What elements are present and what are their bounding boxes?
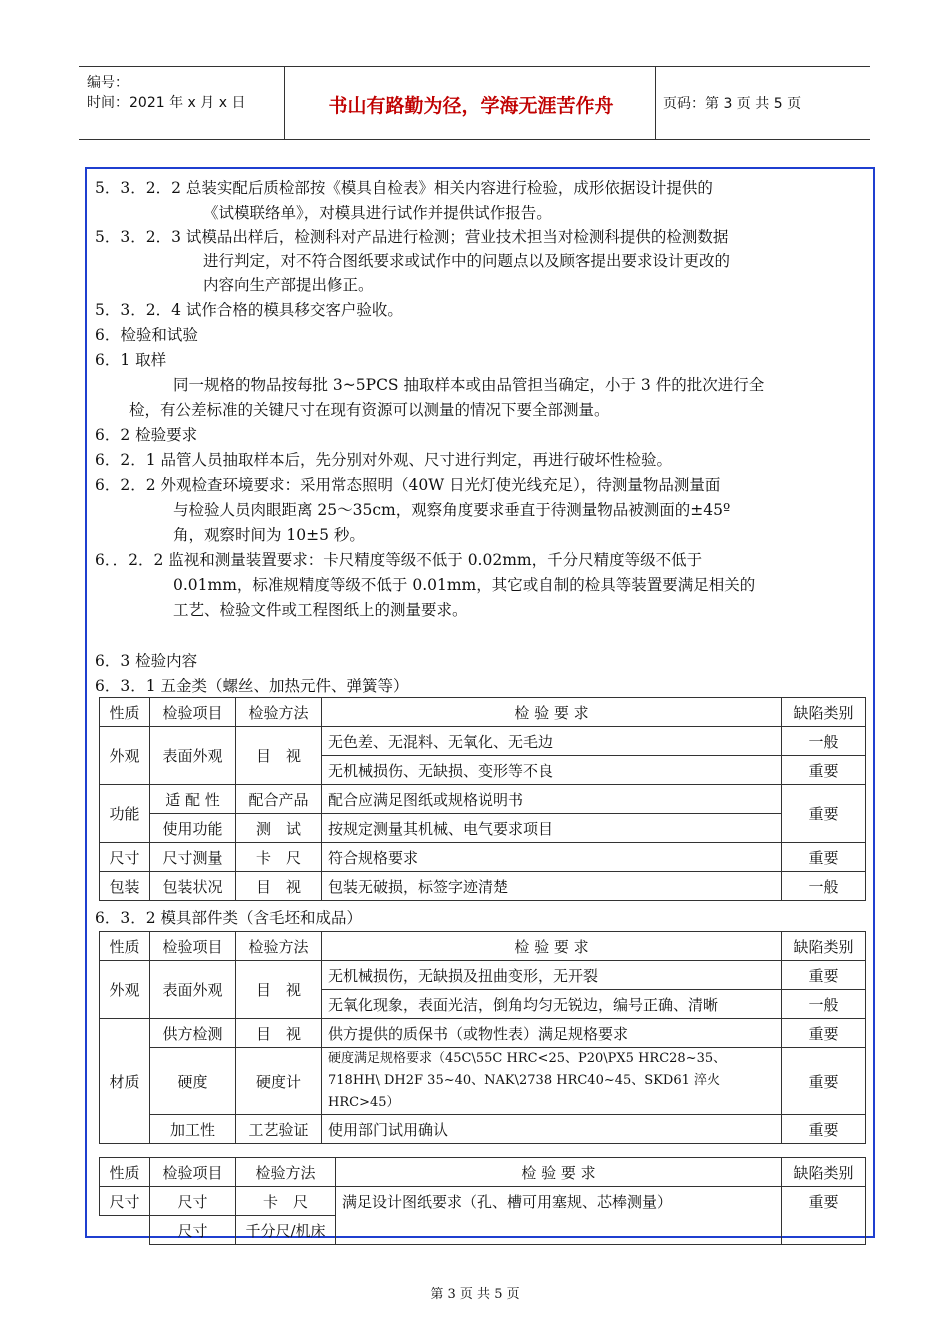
- cell-method: 工艺验证: [236, 1115, 322, 1144]
- table-row: [100, 1019, 866, 1048]
- cell-defect: 重要: [782, 1115, 866, 1144]
- cell-nature: 功能: [100, 785, 150, 843]
- paragraph: 0.01mm，标准规精度等级不低于 0.01mm，其它或自制的检具等装置要满足相关的: [173, 576, 756, 594]
- section-heading: 6．1 取样: [95, 351, 167, 369]
- cell-method: 测 试: [236, 814, 322, 843]
- col-header-defect: 缺陷类别: [782, 932, 866, 961]
- cell-defect: 重要: [782, 1048, 866, 1115]
- paragraph: 6．2．1 品管人员抽取样本后，先分别对外观、尺寸进行判定，再进行破坏性检验。: [95, 451, 673, 469]
- cell-method: 目 视: [236, 727, 322, 785]
- header-divider: [655, 67, 656, 139]
- table-header-row: [100, 698, 866, 727]
- cell-method: 配合产品: [236, 785, 322, 814]
- cell-req: 使用部门试用确认: [322, 1115, 782, 1144]
- page-header: [79, 66, 870, 140]
- cell-defect: 一般: [782, 727, 866, 756]
- table-row: [100, 843, 866, 872]
- cell-method: 目 视: [236, 872, 322, 901]
- col-header-method: 检验方法: [236, 1158, 336, 1187]
- section-heading: 6．检验和试验: [95, 326, 198, 344]
- paragraph: 5．3．2．3 试模品出样后，检测科对产品进行检测；营业技术担当对检测科提供的检测数据: [95, 228, 729, 246]
- paragraph: 工艺、检验文件或工程图纸上的测量要求。: [173, 601, 468, 619]
- col-header-item: 检验项目: [150, 932, 236, 961]
- cell-item: 尺寸测量: [150, 843, 236, 872]
- cell-method: 千分尺/机床: [236, 1216, 336, 1245]
- cell-nature: 材质: [100, 1019, 150, 1144]
- cell-nature: 尺寸: [100, 1187, 150, 1216]
- cell-req: 满足设计图纸要求（孔、槽可用塞规、芯棒测量）: [336, 1187, 782, 1245]
- cell-item: 加工性: [150, 1115, 236, 1144]
- cell-defect: 一般: [782, 990, 866, 1019]
- table-header-row: [100, 932, 866, 961]
- col-header-req: 检 验 要 求: [322, 932, 782, 961]
- paragraph: 5．3．2．4 试作合格的模具移交客户验收。: [95, 301, 403, 319]
- col-header-nature: 性质: [100, 1158, 150, 1187]
- cell-defect: 重要: [782, 785, 866, 843]
- cell-defect: 一般: [782, 872, 866, 901]
- paragraph: 检，有公差标准的关键尺寸在现有资源可以测量的情况下要全部测量。: [129, 401, 610, 419]
- cell-req: 无机械损伤，无缺损及扭曲变形，无开裂: [322, 961, 782, 990]
- paragraph: 与检验人员肉眼距离 25～35cm，观察角度要求垂直于待测量物品被测面的±45º: [173, 501, 731, 519]
- cell-defect: 重要: [782, 756, 866, 785]
- table-row: [100, 785, 866, 814]
- col-header-defect: 缺陷类别: [782, 1158, 866, 1187]
- cell-nature: 外观: [100, 727, 150, 785]
- cell-item: 包装状况: [150, 872, 236, 901]
- cell-req: 包装无破损，标签字迹清楚: [322, 872, 782, 901]
- cell-method: 卡 尺: [236, 1187, 336, 1216]
- header-divider: [284, 67, 285, 139]
- cell-method: 硬度计: [236, 1048, 322, 1115]
- table-row: [100, 1048, 866, 1115]
- col-header-method: 检验方法: [236, 932, 322, 961]
- cell-empty: [100, 1216, 150, 1245]
- inspection-table-dimension: [99, 1157, 866, 1245]
- section-heading: 6．3．1 五金类（螺丝、加热元件、弹簧等）: [95, 677, 409, 695]
- col-header-nature: 性质: [100, 698, 150, 727]
- paragraph: 同一规格的物品按每批 3~5PCS 抽取样本或由品管担当确定，小于 3 件的批次进行全: [173, 376, 765, 394]
- table-row: [100, 1187, 866, 1216]
- cell-item: 尺寸: [150, 1216, 236, 1245]
- cell-defect: 重要: [782, 1019, 866, 1048]
- header-meta: [87, 73, 245, 113]
- col-header-req: 检 验 要 求: [322, 698, 782, 727]
- cell-item: 硬度: [150, 1048, 236, 1115]
- cell-nature: 外观: [100, 961, 150, 1019]
- paragraph: 5．3．2．2 总装实配后质检部按《模具自检表》相关内容进行检验，成形依据设计提供的: [95, 179, 713, 197]
- cell-req: 无机械损伤、无缺损、变形等不良: [322, 756, 782, 785]
- cell-req: 供方提供的质保书（或物性表）满足规格要求: [322, 1019, 782, 1048]
- paragraph: 《试模联络单》，对模具进行试作并提供试作报告。: [203, 204, 552, 222]
- col-header-nature: 性质: [100, 932, 150, 961]
- header-motto: 书山有路勤为径，学海无涯苦作舟: [328, 95, 614, 117]
- col-header-req: 检 验 要 求: [336, 1158, 782, 1187]
- section-heading: 6．2 检验要求: [95, 426, 198, 444]
- cell-method: 卡 尺: [236, 843, 322, 872]
- cell-defect: 重要: [782, 843, 866, 872]
- table-row: [100, 727, 866, 756]
- cell-req: 无色差、无混料、无氧化、无毛边: [322, 727, 782, 756]
- paragraph: 6．．2．2 监视和测量装置要求：卡尺精度等级不低于 0.02mm，千分尺精度等级不低于: [95, 551, 703, 569]
- inspection-table-hardware: [99, 697, 866, 901]
- cell-nature: 尺寸: [100, 843, 150, 872]
- cell-defect: 重要: [782, 1187, 866, 1245]
- content-frame: [85, 167, 875, 1238]
- section-heading: 6．3．2 模具部件类（含毛坯和成品）: [95, 909, 363, 927]
- paragraph: 角，观察时间为 10±5 秒。: [173, 526, 365, 544]
- time-label: 时间：2021 年 x 月 x 日: [87, 95, 246, 111]
- cell-req: 符合规格要求: [322, 843, 782, 872]
- cell-method: 目 视: [236, 1019, 322, 1048]
- cell-defect: 重要: [782, 961, 866, 990]
- inspection-table-mold-parts: [99, 931, 866, 1144]
- table-row: [100, 872, 866, 901]
- cell-item: 表面外观: [150, 961, 236, 1019]
- cell-req: 配合应满足图纸或规格说明书: [322, 785, 782, 814]
- cell-req: 按规定测量其机械、电气要求项目: [322, 814, 782, 843]
- cell-method: 目 视: [236, 961, 322, 1019]
- cell-item: 表面外观: [150, 727, 236, 785]
- table-header-row: [100, 1158, 866, 1187]
- cell-item: 使用功能: [150, 814, 236, 843]
- col-header-item: 检验项目: [150, 1158, 236, 1187]
- paragraph: 6．2．2 外观检查环境要求：采用常态照明（40W 日光灯使光线充足），待测量物品测量面: [95, 476, 721, 494]
- number-label: 编号：: [87, 75, 129, 91]
- section-heading: 6．3 检验内容: [95, 652, 198, 670]
- paragraph: 内容向生产部提出修正。: [203, 276, 374, 294]
- col-header-defect: 缺陷类别: [782, 698, 866, 727]
- cell-item: 尺寸: [150, 1187, 236, 1216]
- table-row: [100, 961, 866, 990]
- cell-req: 硬度满足规格要求（45C\55C HRC<25、P20\PX5 HRC28~35、718HH\ DH2F 35~40、NAK\2738 HRC40~45、SKD61 淬火 HRC>45）: [322, 1048, 782, 1115]
- paragraph: 进行判定，对不符合图纸要求或试作中的问题点以及顾客提出要求设计更改的: [203, 252, 731, 270]
- cell-nature: 包装: [100, 872, 150, 901]
- col-header-method: 检验方法: [236, 698, 322, 727]
- table-row: [100, 814, 866, 843]
- cell-item: 适 配 性: [150, 785, 236, 814]
- page-footer: 第 3 页 共 5 页: [430, 1287, 520, 1302]
- table-row: [100, 1115, 866, 1144]
- cell-req: 无氧化现象，表面光洁，倒角均匀无锐边，编号正确、清晰: [322, 990, 782, 1019]
- header-page-label: 页码：第 3 页 共 5 页: [663, 96, 802, 112]
- cell-item: 供方检测: [150, 1019, 236, 1048]
- col-header-item: 检验项目: [150, 698, 236, 727]
